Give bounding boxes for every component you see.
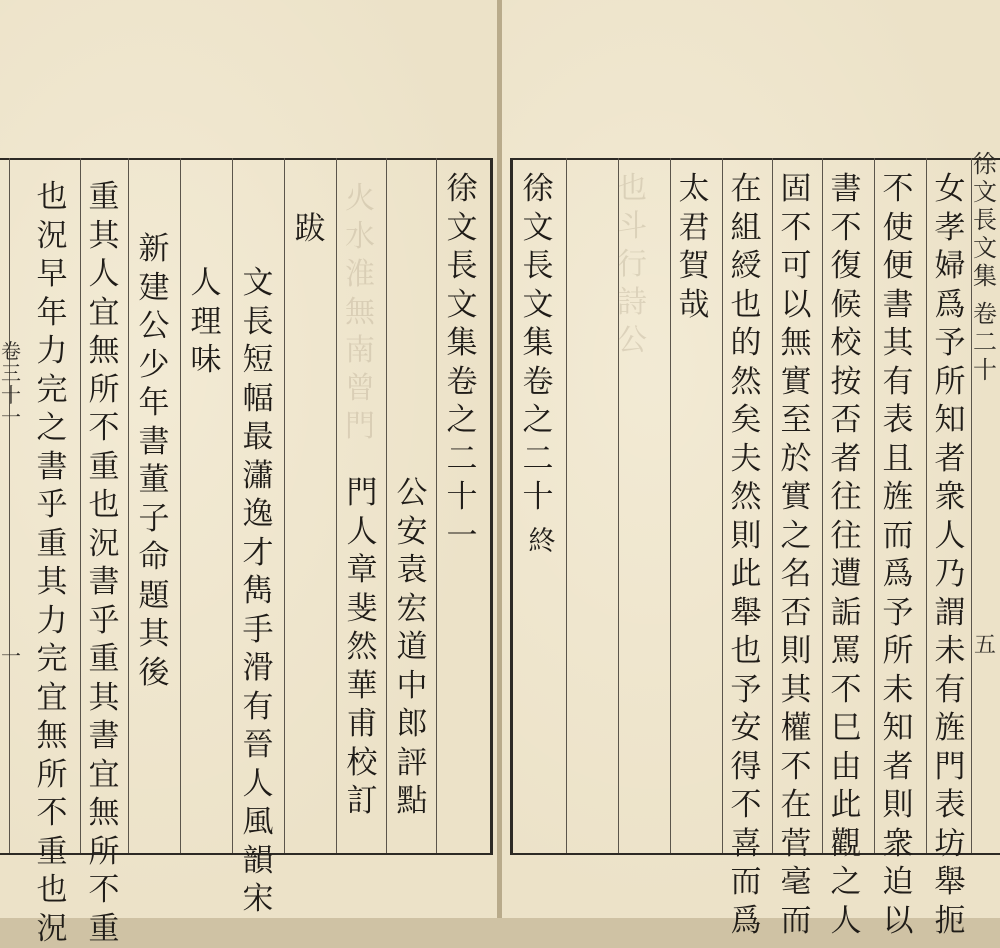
column-rule — [670, 158, 671, 853]
proofreader-column: 門人章斐然華甫校訂 — [346, 475, 378, 819]
column-rule — [772, 158, 773, 853]
column-rule — [386, 158, 387, 853]
left-page — [0, 0, 497, 947]
text-column: 也況早年力完之書乎重其力完宜無所不重也況 — [36, 179, 68, 947]
column-rule — [926, 158, 927, 853]
left-fold-label: 卷三十一 — [1, 339, 21, 429]
text-column: 新建公少年書董子命題其後 — [138, 231, 170, 691]
volume-end-title: 徐文長文集卷之二十 — [522, 171, 554, 515]
right-page — [502, 0, 1000, 939]
column-rule — [722, 158, 723, 853]
column-rule — [284, 158, 285, 853]
right-fold-label: 徐文長文集 — [973, 150, 997, 290]
text-column: 重其人宜無所不重也況書乎重其書宜無所不重 — [88, 179, 120, 947]
column-rule — [436, 158, 437, 853]
text-column: 書不復候校按否者往往遭詬罵不巳由此觀之人 — [830, 171, 862, 939]
text-column: 固不可以無實至於實之名否則其權不在菅毫而 — [780, 171, 812, 939]
volume-title-column: 徐文長文集卷之二十一 — [446, 171, 478, 554]
section-heading: 跋 — [294, 211, 326, 247]
commentator-column: 公安袁宏道中郎評點 — [396, 475, 428, 819]
column-rule — [232, 158, 233, 853]
volume-end-mark: 終 — [528, 526, 556, 557]
column-rule — [336, 158, 337, 853]
text-column: 不使便書其有表且旌而爲予所未知者則衆迫以 — [882, 171, 914, 939]
left-folio-number: 一 — [1, 644, 21, 668]
text-column: 文長短幅最瀟逸才雋手滑有晉人風韻宋 — [242, 265, 274, 917]
text-column: 女孝婦爲予所知者衆人乃謂未有旌門表坊舉扼 — [934, 171, 966, 939]
column-rule — [822, 158, 823, 853]
text-column: 在組綬也的然矣夫然則此舉也予安得不喜而爲 — [730, 171, 762, 939]
column-rule — [874, 158, 875, 853]
text-column: 太君賀哉 — [678, 171, 710, 323]
column-rule — [128, 158, 129, 853]
right-folio-number: 五 — [973, 633, 996, 658]
column-rule — [80, 158, 81, 853]
right-fold-section: 卷二十 — [973, 300, 997, 384]
column-rule — [566, 158, 567, 853]
column-rule — [180, 158, 181, 853]
bleed-through-text: 火水淮無南曾門 — [345, 181, 375, 444]
text-column: 人理味 — [190, 265, 222, 378]
left-fold-margin — [0, 158, 10, 853]
bleed-through-text: 也斗行詩公 — [617, 171, 647, 358]
